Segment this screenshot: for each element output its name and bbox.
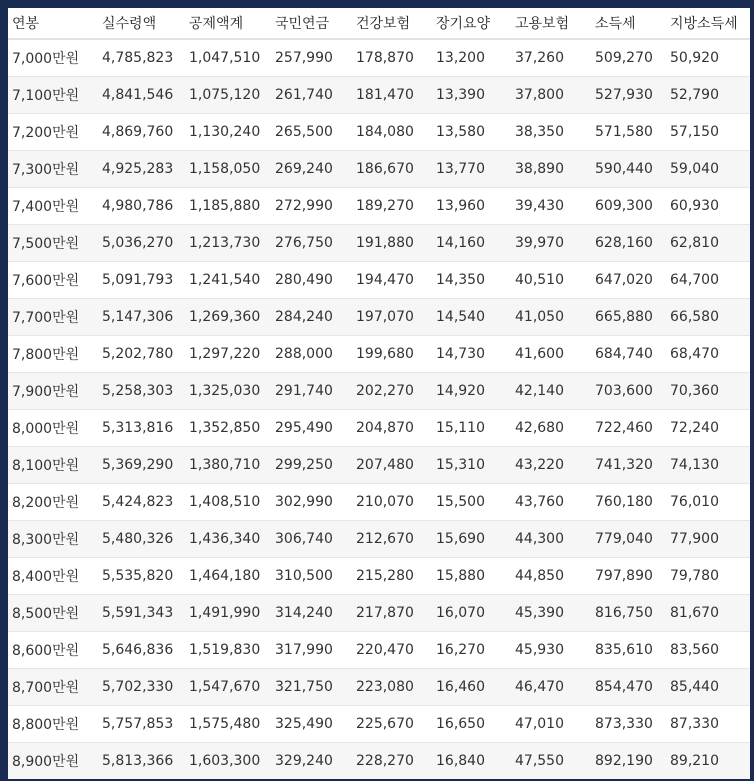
cell-total-deduction: 1,603,300 (185, 743, 271, 780)
cell-long-term-care: 13,580 (432, 114, 511, 151)
cell-health-insurance: 207,480 (352, 447, 432, 484)
cell-net-pay: 4,785,823 (98, 39, 185, 77)
cell-income-tax: 722,460 (591, 410, 666, 447)
cell-net-pay: 5,535,820 (98, 558, 185, 595)
cell-long-term-care: 14,540 (432, 299, 511, 336)
salary-table (8, 8, 750, 779)
cell-local-income-tax: 85,440 (666, 669, 750, 706)
table-row (8, 188, 750, 225)
cell-local-income-tax: 50,920 (666, 39, 750, 77)
cell-total-deduction: 1,408,510 (185, 484, 271, 521)
cell-national-pension: 329,240 (271, 743, 352, 780)
cell-employment-insurance: 44,850 (511, 558, 591, 595)
cell-net-pay: 5,480,326 (98, 521, 185, 558)
cell-income-tax: 779,040 (591, 521, 666, 558)
header-net-pay: 실수령액 (98, 8, 185, 39)
cell-long-term-care: 15,690 (432, 521, 511, 558)
cell-health-insurance: 212,670 (352, 521, 432, 558)
table-row (8, 669, 750, 706)
table-row (8, 706, 750, 743)
cell-income-tax: 703,600 (591, 373, 666, 410)
cell-health-insurance: 186,670 (352, 151, 432, 188)
table-row (8, 39, 750, 77)
cell-national-pension: 284,240 (271, 299, 352, 336)
cell-health-insurance: 210,070 (352, 484, 432, 521)
cell-total-deduction: 1,241,540 (185, 262, 271, 299)
header-employment-insurance: 고용보험 (511, 8, 591, 39)
cell-national-pension: 310,500 (271, 558, 352, 595)
table-row (8, 114, 750, 151)
cell-long-term-care: 15,110 (432, 410, 511, 447)
cell-health-insurance: 220,470 (352, 632, 432, 669)
cell-employment-insurance: 41,600 (511, 336, 591, 373)
cell-annual-salary: 8,300만원 (8, 521, 98, 558)
cell-annual-salary: 8,900만원 (8, 743, 98, 780)
cell-health-insurance: 199,680 (352, 336, 432, 373)
cell-local-income-tax: 64,700 (666, 262, 750, 299)
cell-employment-insurance: 41,050 (511, 299, 591, 336)
cell-national-pension: 295,490 (271, 410, 352, 447)
cell-income-tax: 590,440 (591, 151, 666, 188)
cell-total-deduction: 1,519,830 (185, 632, 271, 669)
cell-income-tax: 647,020 (591, 262, 666, 299)
cell-health-insurance: 191,880 (352, 225, 432, 262)
cell-annual-salary: 7,300만원 (8, 151, 98, 188)
cell-national-pension: 317,990 (271, 632, 352, 669)
cell-local-income-tax: 59,040 (666, 151, 750, 188)
cell-employment-insurance: 45,390 (511, 595, 591, 632)
cell-long-term-care: 16,270 (432, 632, 511, 669)
header-local-income-tax: 지방소득세 (666, 8, 750, 39)
cell-net-pay: 4,869,760 (98, 114, 185, 151)
cell-local-income-tax: 87,330 (666, 706, 750, 743)
cell-local-income-tax: 68,470 (666, 336, 750, 373)
cell-long-term-care: 16,650 (432, 706, 511, 743)
cell-income-tax: 684,740 (591, 336, 666, 373)
table-row (8, 595, 750, 632)
header-health-insurance: 건강보험 (352, 8, 432, 39)
cell-national-pension: 269,240 (271, 151, 352, 188)
cell-income-tax: 609,300 (591, 188, 666, 225)
header-total-deduction: 공제액계 (185, 8, 271, 39)
cell-annual-salary: 8,700만원 (8, 669, 98, 706)
cell-annual-salary: 8,000만원 (8, 410, 98, 447)
cell-national-pension: 257,990 (271, 39, 352, 77)
cell-net-pay: 5,424,823 (98, 484, 185, 521)
cell-local-income-tax: 79,780 (666, 558, 750, 595)
cell-annual-salary: 8,100만원 (8, 447, 98, 484)
cell-national-pension: 280,490 (271, 262, 352, 299)
cell-total-deduction: 1,547,670 (185, 669, 271, 706)
cell-long-term-care: 16,840 (432, 743, 511, 780)
cell-annual-salary: 8,200만원 (8, 484, 98, 521)
cell-annual-salary: 7,000만원 (8, 39, 98, 77)
cell-national-pension: 265,500 (271, 114, 352, 151)
table-row (8, 410, 750, 447)
cell-income-tax: 665,880 (591, 299, 666, 336)
cell-long-term-care: 14,920 (432, 373, 511, 410)
cell-annual-salary: 7,600만원 (8, 262, 98, 299)
cell-national-pension: 321,750 (271, 669, 352, 706)
table-row (8, 447, 750, 484)
cell-local-income-tax: 52,790 (666, 77, 750, 114)
cell-long-term-care: 15,310 (432, 447, 511, 484)
cell-annual-salary: 7,200만원 (8, 114, 98, 151)
cell-net-pay: 4,841,546 (98, 77, 185, 114)
table-body (8, 39, 750, 779)
cell-local-income-tax: 89,210 (666, 743, 750, 780)
cell-health-insurance: 204,870 (352, 410, 432, 447)
cell-annual-salary: 7,100만원 (8, 77, 98, 114)
cell-income-tax: 854,470 (591, 669, 666, 706)
cell-total-deduction: 1,436,340 (185, 521, 271, 558)
table-header (8, 8, 750, 39)
cell-employment-insurance: 38,890 (511, 151, 591, 188)
table-row (8, 151, 750, 188)
cell-local-income-tax: 60,930 (666, 188, 750, 225)
cell-net-pay: 5,369,290 (98, 447, 185, 484)
cell-health-insurance: 215,280 (352, 558, 432, 595)
cell-local-income-tax: 81,670 (666, 595, 750, 632)
cell-national-pension: 291,740 (271, 373, 352, 410)
table-row (8, 262, 750, 299)
cell-national-pension: 306,740 (271, 521, 352, 558)
cell-local-income-tax: 77,900 (666, 521, 750, 558)
table-row (8, 299, 750, 336)
cell-local-income-tax: 76,010 (666, 484, 750, 521)
header-long-term-care: 장기요양 (432, 8, 511, 39)
cell-net-pay: 5,147,306 (98, 299, 185, 336)
cell-long-term-care: 13,960 (432, 188, 511, 225)
cell-local-income-tax: 83,560 (666, 632, 750, 669)
cell-long-term-care: 16,460 (432, 669, 511, 706)
cell-employment-insurance: 42,680 (511, 410, 591, 447)
cell-net-pay: 5,313,816 (98, 410, 185, 447)
cell-employment-insurance: 47,550 (511, 743, 591, 780)
cell-long-term-care: 15,500 (432, 484, 511, 521)
cell-national-pension: 261,740 (271, 77, 352, 114)
cell-health-insurance: 178,870 (352, 39, 432, 77)
cell-annual-salary: 8,500만원 (8, 595, 98, 632)
cell-employment-insurance: 38,350 (511, 114, 591, 151)
cell-long-term-care: 13,390 (432, 77, 511, 114)
cell-national-pension: 299,250 (271, 447, 352, 484)
cell-national-pension: 314,240 (271, 595, 352, 632)
cell-total-deduction: 1,352,850 (185, 410, 271, 447)
cell-national-pension: 276,750 (271, 225, 352, 262)
table-row (8, 336, 750, 373)
cell-employment-insurance: 42,140 (511, 373, 591, 410)
cell-total-deduction: 1,491,990 (185, 595, 271, 632)
cell-net-pay: 4,980,786 (98, 188, 185, 225)
cell-total-deduction: 1,075,120 (185, 77, 271, 114)
cell-total-deduction: 1,213,730 (185, 225, 271, 262)
table-row (8, 632, 750, 669)
cell-national-pension: 272,990 (271, 188, 352, 225)
cell-annual-salary: 7,400만원 (8, 188, 98, 225)
cell-net-pay: 4,925,283 (98, 151, 185, 188)
cell-health-insurance: 197,070 (352, 299, 432, 336)
cell-total-deduction: 1,464,180 (185, 558, 271, 595)
cell-total-deduction: 1,297,220 (185, 336, 271, 373)
cell-income-tax: 835,610 (591, 632, 666, 669)
cell-annual-salary: 8,600만원 (8, 632, 98, 669)
cell-local-income-tax: 70,360 (666, 373, 750, 410)
cell-employment-insurance: 45,930 (511, 632, 591, 669)
cell-income-tax: 892,190 (591, 743, 666, 780)
cell-national-pension: 288,000 (271, 336, 352, 373)
cell-annual-salary: 7,500만원 (8, 225, 98, 262)
cell-income-tax: 816,750 (591, 595, 666, 632)
header-row (8, 8, 750, 39)
cell-net-pay: 5,757,853 (98, 706, 185, 743)
cell-net-pay: 5,258,303 (98, 373, 185, 410)
table-row (8, 743, 750, 780)
cell-local-income-tax: 66,580 (666, 299, 750, 336)
cell-net-pay: 5,591,343 (98, 595, 185, 632)
cell-annual-salary: 7,900만원 (8, 373, 98, 410)
cell-employment-insurance: 43,760 (511, 484, 591, 521)
cell-annual-salary: 7,700만원 (8, 299, 98, 336)
cell-long-term-care: 13,200 (432, 39, 511, 77)
cell-long-term-care: 13,770 (432, 151, 511, 188)
cell-health-insurance: 184,080 (352, 114, 432, 151)
cell-employment-insurance: 39,430 (511, 188, 591, 225)
table-row (8, 521, 750, 558)
cell-health-insurance: 228,270 (352, 743, 432, 780)
cell-employment-insurance: 39,970 (511, 225, 591, 262)
cell-employment-insurance: 43,220 (511, 447, 591, 484)
cell-total-deduction: 1,047,510 (185, 39, 271, 77)
table-row (8, 484, 750, 521)
cell-local-income-tax: 62,810 (666, 225, 750, 262)
cell-long-term-care: 15,880 (432, 558, 511, 595)
cell-income-tax: 527,930 (591, 77, 666, 114)
cell-employment-insurance: 47,010 (511, 706, 591, 743)
cell-health-insurance: 225,670 (352, 706, 432, 743)
cell-net-pay: 5,646,836 (98, 632, 185, 669)
cell-long-term-care: 16,070 (432, 595, 511, 632)
table-container (8, 8, 750, 779)
cell-income-tax: 873,330 (591, 706, 666, 743)
cell-total-deduction: 1,325,030 (185, 373, 271, 410)
cell-income-tax: 571,580 (591, 114, 666, 151)
cell-employment-insurance: 37,800 (511, 77, 591, 114)
cell-net-pay: 5,091,793 (98, 262, 185, 299)
cell-total-deduction: 1,575,480 (185, 706, 271, 743)
cell-health-insurance: 217,870 (352, 595, 432, 632)
cell-income-tax: 797,890 (591, 558, 666, 595)
cell-net-pay: 5,202,780 (98, 336, 185, 373)
cell-long-term-care: 14,160 (432, 225, 511, 262)
cell-annual-salary: 8,800만원 (8, 706, 98, 743)
cell-total-deduction: 1,185,880 (185, 188, 271, 225)
cell-health-insurance: 181,470 (352, 77, 432, 114)
cell-total-deduction: 1,380,710 (185, 447, 271, 484)
cell-employment-insurance: 46,470 (511, 669, 591, 706)
cell-health-insurance: 223,080 (352, 669, 432, 706)
cell-local-income-tax: 74,130 (666, 447, 750, 484)
cell-income-tax: 741,320 (591, 447, 666, 484)
cell-annual-salary: 8,400만원 (8, 558, 98, 595)
table-row (8, 373, 750, 410)
cell-employment-insurance: 44,300 (511, 521, 591, 558)
cell-long-term-care: 14,350 (432, 262, 511, 299)
cell-employment-insurance: 37,260 (511, 39, 591, 77)
cell-net-pay: 5,813,366 (98, 743, 185, 780)
cell-health-insurance: 202,270 (352, 373, 432, 410)
cell-employment-insurance: 40,510 (511, 262, 591, 299)
cell-health-insurance: 189,270 (352, 188, 432, 225)
header-national-pension: 국민연금 (271, 8, 352, 39)
header-annual-salary: 연봉 (8, 8, 98, 39)
table-row (8, 558, 750, 595)
table-row (8, 225, 750, 262)
cell-income-tax: 760,180 (591, 484, 666, 521)
cell-national-pension: 325,490 (271, 706, 352, 743)
cell-long-term-care: 14,730 (432, 336, 511, 373)
cell-local-income-tax: 72,240 (666, 410, 750, 447)
cell-net-pay: 5,702,330 (98, 669, 185, 706)
cell-national-pension: 302,990 (271, 484, 352, 521)
cell-annual-salary: 7,800만원 (8, 336, 98, 373)
cell-health-insurance: 194,470 (352, 262, 432, 299)
cell-total-deduction: 1,269,360 (185, 299, 271, 336)
cell-income-tax: 628,160 (591, 225, 666, 262)
cell-local-income-tax: 57,150 (666, 114, 750, 151)
cell-total-deduction: 1,130,240 (185, 114, 271, 151)
cell-total-deduction: 1,158,050 (185, 151, 271, 188)
cell-income-tax: 509,270 (591, 39, 666, 77)
cell-net-pay: 5,036,270 (98, 225, 185, 262)
header-income-tax: 소득세 (591, 8, 666, 39)
table-row (8, 77, 750, 114)
